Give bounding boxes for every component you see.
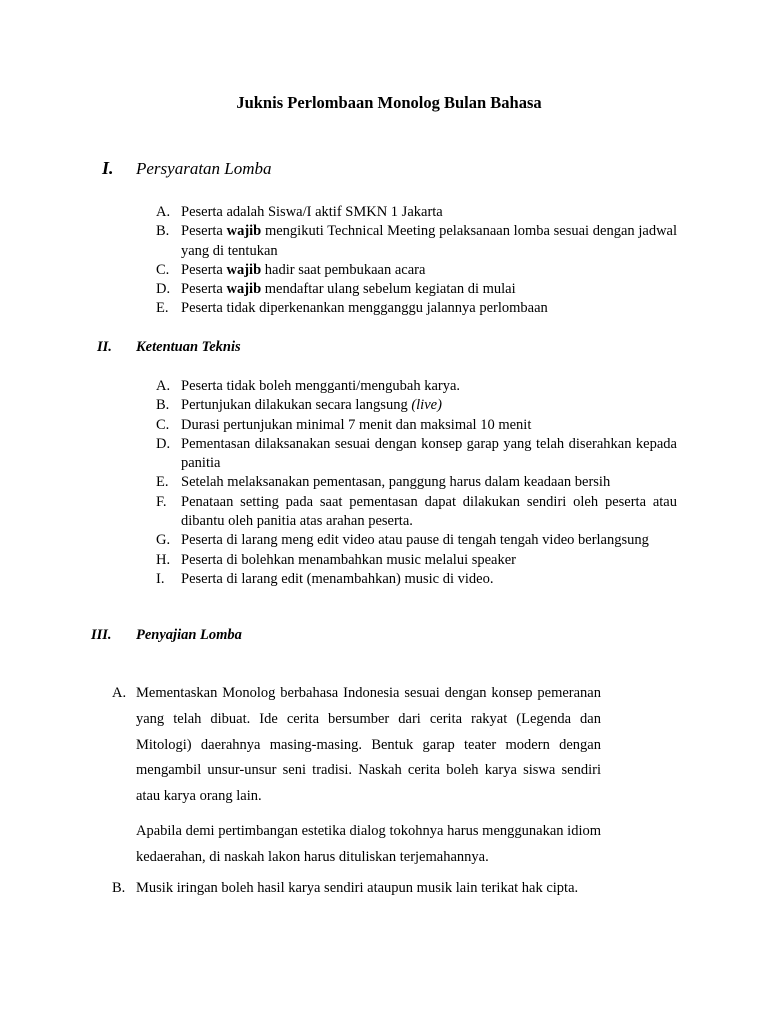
list-item	[112, 879, 656, 898]
list-item: E. Peserta tidak diperkenankan mengganggu jalannya perlombaan	[156, 300, 548, 317]
list-item: A. Peserta tidak boleh mengganti/mengubah karya.	[156, 378, 461, 394]
section-1-number: I.	[102, 158, 114, 178]
paragraph: Mementaskan Monolog berbahasa Indonesia sesuai dengan konsep pemeranan yang telah dibuat. Ide cerita bersumber dari cerita rakyat (Legenda dan Mitologi) daerahnya masing-masing. Bentuk garap teater modern dengan mengambil unsur-unsur seni tradisi. Naskah cerita boleh karya siswa sendiri atau karya orang lain.	[136, 685, 601, 805]
list-item: B. Peserta wajib mengikuti Technical Meeting pelaksanaan lomba sesuai dengan jadwal yang di tentukan	[156, 223, 677, 259]
list-item: E. Setelah melaksanakan pementasan, panggung harus dalam keadaan bersih	[156, 474, 611, 491]
list-item: G. Peserta di larang meng edit video atau pause di tengah tengah video berlangsung	[156, 532, 649, 549]
section-2-list	[156, 377, 677, 589]
list-item	[112, 681, 601, 871]
paragraph: Musik iringan boleh hasil karya sendiri ataupun musik lain terikat hak cipta.	[136, 879, 579, 896]
list-item: D. Peserta wajib mendaftar ulang sebelum kegiatan di mulai	[156, 281, 516, 298]
list-item-letter: A.	[112, 685, 127, 701]
list-item: C. Durasi pertunjukan minimal 7 menit dan maksimal 10 menit	[156, 416, 532, 433]
paragraph: Apabila demi pertimbangan estetika dialog tokohnya harus menggunakan idiom kedaerahan, di naskah lakon harus dituliskan terjemahannya.	[136, 822, 601, 865]
section-3-number: III.	[91, 627, 112, 643]
list-item-letter: B.	[112, 879, 126, 896]
list-item: D. Pementasan dilaksanakan sesuai dengan konsep garap yang telah diserahkan kepada panitia	[156, 435, 677, 472]
section-3-list	[112, 681, 601, 898]
section-1-title: Persyaratan Lomba	[136, 159, 272, 178]
list-item: B. Pertunjukan dilakukan secara langsung (live)	[156, 397, 442, 414]
section-3-title: Penyajian Lomba	[136, 627, 242, 643]
list-item: F. Penataan setting pada saat pementasan dapat dilakukan sendiri oleh peserta atau dibantu oleh panitia atas arahan peserta.	[156, 493, 677, 530]
document-title: Juknis Perlombaan Monolog Bulan Bahasa	[236, 93, 542, 112]
section-2-number: II.	[97, 339, 112, 355]
list-item: C. Peserta wajib hadir saat pembukaan acara	[156, 261, 426, 278]
list-item: I. Peserta di larang edit (menambahkan) music di video.	[156, 570, 494, 587]
section-1-list	[156, 203, 677, 319]
list-item: H. Peserta di bolehkan menambahkan music melalui speaker	[156, 551, 517, 568]
list-item: A. Peserta adalah Siswa/I aktif SMKN 1 Jakarta	[156, 204, 443, 220]
section-2-title: Ketentuan Teknis	[136, 339, 241, 355]
